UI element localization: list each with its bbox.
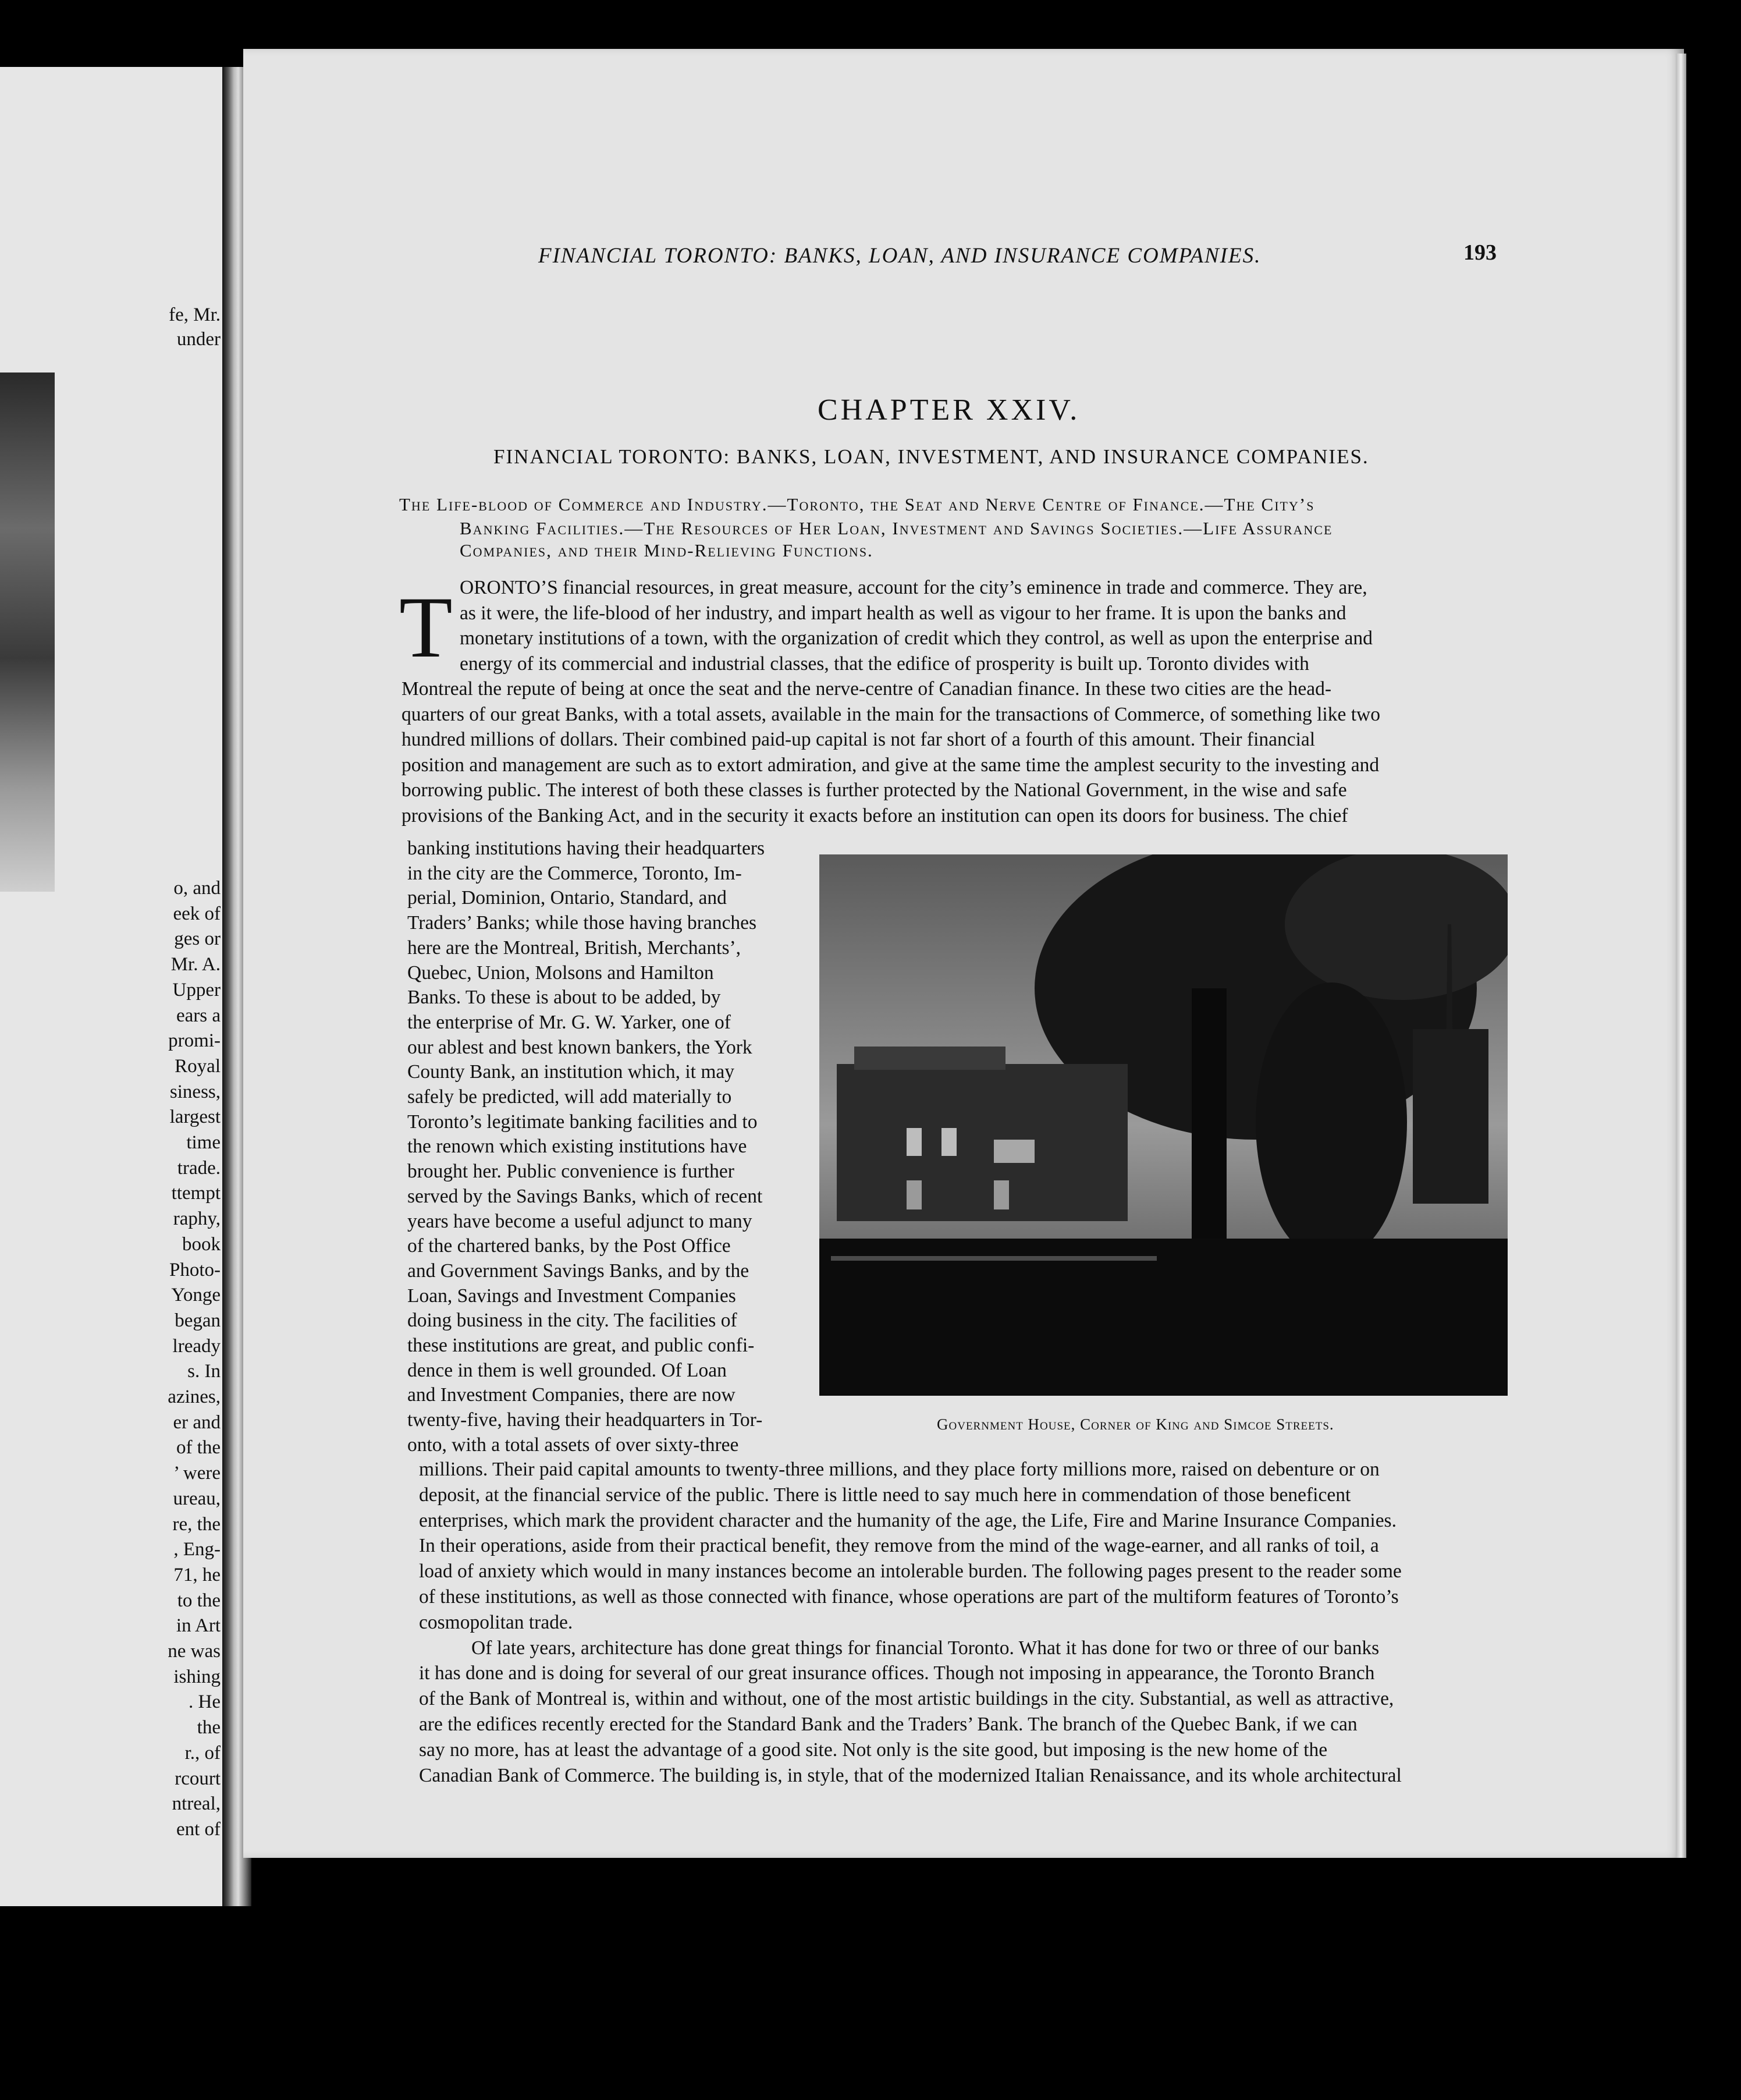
left-page-line: largest [169,1106,221,1128]
body-line: load of anxiety which would in many instances become an intolerable burden. The following pages present to the reader some [419,1560,1402,1583]
left-page-line: r., of [184,1742,221,1764]
column-line: Banks. To these is about to be added, by [407,987,721,1009]
body-line: Canadian Bank of Commerce. The building is, in style, that of the modernized Italian Renaissance, and its whole architectural [419,1764,1402,1786]
synopsis-line: Companies, and their Mind-Relieving Functions. [460,540,873,561]
page-edge [1676,54,1686,1858]
column-line: of the chartered banks, by the Post Office [407,1235,731,1257]
column-line: doing business in the city. The facilities of [407,1310,737,1332]
column-line: the enterprise of Mr. G. W. Yarker, one of [407,1011,731,1033]
column-line: dence in them is well grounded. Of Loan [407,1359,727,1381]
column-line: Traders’ Banks; while those having branches [407,912,757,934]
photo-drawing [819,854,1508,1396]
left-page-line: re, the [172,1513,221,1535]
body-line: energy of its commercial and industrial classes, that the edifice of prosperity is built up. Toronto divides with [460,652,1309,675]
column-line: our ablest and best known bankers, the York [407,1036,752,1058]
body-line: quarters of our great Banks, with a total assets, available in the main for the transactions of Commerce, of something like two [402,703,1380,725]
body-line: borrowing public. The interest of both these classes is further protected by the National Government, in the wise and safe [402,779,1347,801]
body-line: Of late years, architecture has done great things for financial Toronto. What it has done for two or three of our banks [471,1637,1380,1659]
column-line: the renown which existing institutions have [407,1136,747,1158]
left-page-line: Yonge [171,1285,221,1306]
left-page-line: in Art [176,1615,221,1637]
synopsis-line: The Life-blood of Commerce and Industry.—Toronto, the Seat and Nerve Centre of Finance.—The City’s [399,494,1315,515]
left-page-line: the [197,1717,221,1739]
left-page-line: of the [176,1437,221,1459]
column-line: Toronto’s legitimate banking facilities and to [407,1111,758,1133]
body-line: millions. Their paid capital amounts to twenty-three millions, and they place forty millions more, raised on debenture or on [419,1459,1380,1480]
drop-cap: T [399,579,453,676]
body-line: provisions of the Banking Act, and in the security it exacts before an institution can open its doors for business. The chief [402,804,1348,826]
government-house-photo [819,854,1508,1396]
body-line: ORONTO’S financial resources, in great measure, account for the city’s eminence in trade and commerce. They are, [460,577,1367,598]
left-page-line: promi- [168,1030,221,1052]
body-line: Montreal the repute of being at once the seat and the nerve-centre of Canadian finance. In these two cities are the head- [402,678,1331,700]
left-page-line: trade. [177,1157,221,1179]
column-line: Loan, Savings and Investment Companies [407,1285,736,1307]
left-page-line: . He [189,1691,221,1713]
body-line: as it were, the life-blood of her industry, and impart health as well as vigour to her frame. It is upon the banks and [460,602,1346,624]
left-page-line: raphy, [173,1208,221,1230]
left-page-line: , Eng- [173,1539,221,1560]
column-line: perial, Dominion, Ontario, Standard, and [407,887,727,909]
column-line: onto, with a total assets of over sixty-three [407,1434,739,1456]
left-page-fragment [0,67,222,1906]
left-page-line: lready [172,1335,221,1357]
left-page-line: ne was [168,1641,221,1662]
left-page-line: ureau, [173,1488,221,1509]
left-page-line: azines, [168,1386,221,1407]
column-line: and Investment Companies, there are now [407,1384,736,1406]
column-line: brought her. Public convenience is further [407,1161,734,1183]
left-page-line: Mr. A. [170,954,221,975]
left-page-line: time [186,1132,221,1153]
body-line: say no more, has at least the advantage of a good site. Not only is the site good, but imposing is the new home of the [419,1739,1328,1761]
column-line: County Bank, an institution which, it may [407,1061,735,1083]
chapter-title: CHAPTER XXIV. [818,393,1081,427]
left-page-line: ges or [174,928,221,950]
column-line: here are the Montreal, British, Merchants’, [407,937,741,959]
column-line: Quebec, Union, Molsons and Hamilton [407,962,714,984]
body-line: are the edifices recently erected for the Standard Bank and the Traders’ Bank. The branch of the Quebec Bank, if we can [419,1714,1358,1735]
synopsis-line: Banking Facilities.—The Resources of Her Loan, Investment and Savings Societies.—Life Assurance [460,518,1333,538]
left-page-line: ntreal, [172,1793,221,1815]
left-page-line: er and [173,1411,221,1433]
photo-caption: Government House, Corner of King and Simcoe Streets. [937,1416,1334,1433]
body-line: deposit, at the financial service of the public. There is little need to say much here in commendation of those beneficent [419,1484,1351,1506]
left-page-line: began [175,1310,221,1331]
left-page-line: ent of [176,1818,221,1840]
left-page-line: under [176,329,221,350]
chapter-subtitle: FINANCIAL TORONTO: BANKS, LOAN, INVESTMENT, AND INSURANCE COMPANIES. [493,445,1369,468]
body-line: position and management are such as to extort admiration, and give at the same time the amplest security to the investing and [402,754,1380,776]
left-page-line: Upper [172,979,221,1001]
column-line: served by the Savings Banks, which of recent [407,1185,763,1207]
left-page-line: fe, Mr. [169,304,221,325]
left-page-line: s. In [187,1361,221,1382]
body-line: hundred millions of dollars. Their combined paid-up capital is not far short of a fourth of this amount. Their financial [402,729,1316,750]
left-page-line: ishing [173,1666,221,1687]
left-page-line: ’ were [173,1463,221,1484]
left-page-line: 71, he [173,1564,221,1585]
column-line: in the city are the Commerce, Toronto, Im- [407,862,742,884]
column-line: banking institutions having their headquarters [407,838,765,859]
column-line: safely be predicted, will add materially to [407,1086,732,1108]
left-page-line: book [182,1233,221,1255]
running-head: FINANCIAL TORONTO: BANKS, LOAN, AND INSURANCE COMPANIES. [538,244,1262,268]
column-line: these institutions are great, and public confi- [407,1335,755,1356]
page-number: 193 [1463,240,1497,265]
left-page-line: eek of [173,903,221,924]
left-page-line: siness, [169,1081,221,1102]
body-line: In their operations, aside from their practical benefit, they remove from the mind of the wage-earner, and all ranks of toil, a [419,1535,1379,1557]
left-portrait-photo [0,373,55,892]
body-line: of these institutions, as well as those connected with finance, whose operations are part of the multiform features of Toronto’s [419,1586,1399,1608]
body-line: cosmopolitan trade. [419,1611,573,1633]
left-page-line: ears a [176,1005,221,1026]
column-line: years have become a useful adjunct to many [407,1210,752,1232]
body-line: of the Bank of Montreal is, within and without, one of the most artistic buildings in the city. Substantial, as well as attractive, [419,1688,1394,1710]
left-page-line: Photo- [169,1259,221,1280]
left-page-line: o, and [173,878,221,899]
left-page-line: rcourt [175,1768,221,1789]
left-page-line: to the [177,1590,221,1611]
left-page-line: ttempt [171,1183,221,1204]
body-line: enterprises, which mark the provident character and the humanity of the age, the Life, Fire and Marine Insurance Companies. [419,1509,1397,1531]
body-line: monetary institutions of a town, with the organization of credit which they control, as well as upon the enterprise and [460,627,1373,649]
column-line: twenty-five, having their headquarters in Tor- [407,1409,763,1431]
column-line: and Government Savings Banks, and by the [407,1260,749,1282]
body-line: it has done and is doing for several of our great insurance offices. Though not imposing in appearance, the Toronto Branch [419,1662,1375,1684]
left-page-line: Royal [175,1055,221,1077]
